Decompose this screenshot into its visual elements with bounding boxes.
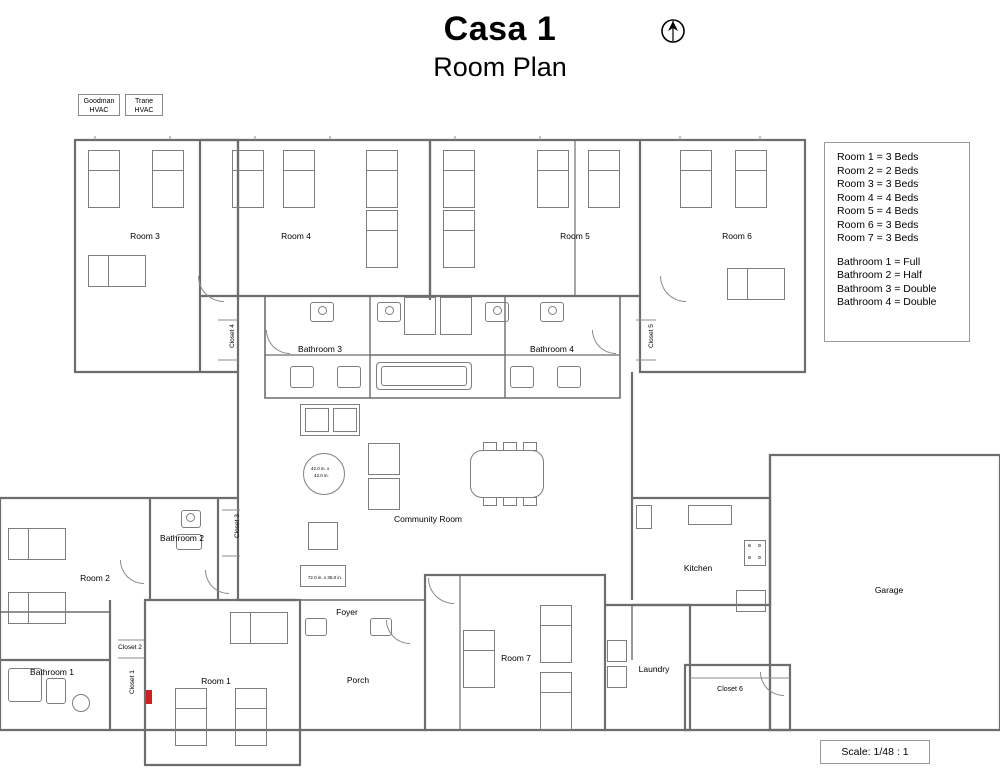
legend-panel: [824, 142, 970, 342]
room-label-closet-1: Closet 1: [129, 670, 136, 694]
table-top-icon: [333, 408, 357, 432]
room-label-closet-6: Closet 6: [717, 686, 743, 693]
bed-icon: [366, 210, 398, 268]
bed-icon: [680, 150, 712, 208]
room-label-community-room: Community Room: [393, 514, 463, 524]
door-icon: [760, 672, 784, 696]
legend-room-5: Room 5 = 4 Beds: [837, 205, 919, 217]
room-label-kitchen: Kitchen: [683, 563, 713, 573]
door-icon: [198, 276, 224, 302]
page-subtitle: Room Plan: [433, 52, 567, 82]
room-label-closet-2: Closet 2: [118, 644, 142, 651]
legend-bathroom-4: Bathroom 4 = Double: [837, 296, 937, 308]
chair-icon: [503, 442, 517, 451]
bed-icon: [8, 528, 66, 560]
room-label-room-2: Room 2: [80, 573, 110, 583]
shower-icon: [404, 297, 436, 335]
bed-icon: [152, 150, 184, 208]
hvac-goodman-brand: Goodman: [83, 98, 115, 105]
legend-spacer: [837, 246, 969, 256]
hvac-goodman-tag: [78, 94, 120, 116]
legend-bathroom-3: Bathroom 3 = Double: [837, 282, 937, 295]
legend-bathroom-2: Bathroom 2 = Half: [837, 269, 922, 281]
room-label-room-6: Room 6: [722, 231, 752, 241]
bed-icon: [175, 688, 207, 746]
water-heater-icon: [146, 690, 152, 704]
burner-icon: [758, 544, 761, 547]
room-label-room-1: Room 1: [201, 676, 231, 686]
bed-icon: [443, 210, 475, 268]
room-label-room-7: Room 7: [501, 653, 531, 663]
toilet-icon: [337, 366, 361, 388]
burner-icon: [748, 556, 751, 559]
sink-basin-icon: [493, 306, 502, 315]
room-label-bathroom-3: Bathroom 3: [298, 344, 342, 354]
scale-box: [820, 740, 930, 764]
legend-room-6: Room 6 = 3 Beds: [837, 218, 919, 231]
legend-room-7: Room 7 = 3 Beds: [837, 232, 919, 244]
legend-room-4: Room 4 = 4 Beds: [837, 191, 919, 204]
hvac-trane-brand: Trane: [134, 98, 154, 105]
bed-icon: [88, 255, 146, 287]
bed-icon: [537, 150, 569, 208]
counter-icon: [736, 590, 766, 612]
toilet-icon: [72, 694, 90, 712]
bed-icon: [588, 150, 620, 208]
furniture-dim-label: 42.0 in. x: [311, 466, 330, 471]
sink-icon: [46, 678, 66, 704]
door-icon: [205, 570, 229, 594]
room-label-garage: Garage: [874, 585, 904, 595]
door-icon: [428, 578, 454, 604]
hvac-trane-tag: [125, 94, 163, 116]
bed-icon: [727, 268, 785, 300]
door-icon: [592, 330, 616, 354]
shower-icon: [440, 297, 472, 335]
room-label-bathroom-1: Bathroom 1: [30, 667, 74, 677]
bed-icon: [235, 688, 267, 746]
door-icon: [660, 276, 686, 302]
sink-basin-icon: [385, 306, 394, 315]
toilet-icon: [290, 366, 314, 388]
legend-room-2: Room 2 = 2 Beds: [837, 164, 919, 177]
legend-room-3: Room 3 = 3 Beds: [837, 178, 919, 190]
bed-icon: [8, 592, 66, 624]
furniture-dim-label: 42.0 in.: [314, 473, 329, 478]
door-icon: [386, 620, 410, 644]
room-label-room-5: Room 5: [560, 231, 590, 241]
room-label-foyer: Foyer: [336, 607, 358, 617]
burner-icon: [748, 544, 751, 547]
bed-icon: [540, 605, 572, 663]
bed-icon: [735, 150, 767, 208]
sink-basin-icon: [548, 306, 557, 315]
door-icon: [266, 330, 290, 354]
toilet-icon: [510, 366, 534, 388]
legend-bathroom-1: Bathroom 1 = Full: [837, 255, 921, 268]
page-title: Casa 1: [443, 10, 557, 48]
room-label-room-3: Room 3: [130, 231, 160, 241]
dining-table-icon: [470, 450, 544, 498]
hvac-trane-type: HVAC: [134, 107, 154, 114]
bed-icon: [230, 612, 288, 644]
room-label-closet-3: Closet 3: [234, 514, 241, 538]
room-label-room-4: Room 4: [281, 231, 311, 241]
legend-room-1: Room 1 = 3 Beds: [837, 151, 919, 163]
room-label-porch: Porch: [346, 675, 370, 685]
washer-icon: [607, 640, 627, 662]
room-label-bathroom-4: Bathroom 4: [530, 344, 574, 354]
chair-icon: [503, 497, 517, 506]
armchair-icon: [305, 618, 327, 636]
bed-icon: [443, 150, 475, 208]
room-label-bathroom-2: Bathroom 2: [160, 533, 204, 543]
square-table-icon: [368, 443, 400, 475]
scale-label: Scale: 1/48 : 1: [841, 746, 909, 758]
toilet-bowl-icon: [186, 513, 195, 522]
bed-icon: [232, 150, 264, 208]
chair-icon: [523, 442, 537, 451]
sink-icon: [688, 505, 732, 525]
furniture-dim-label: 72.0 in. x 36.0 in.: [307, 575, 343, 580]
side-table-icon: [308, 522, 338, 550]
north-arrow-icon: [660, 18, 686, 44]
chair-icon: [523, 497, 537, 506]
bed-icon: [88, 150, 120, 208]
sink-basin-icon: [318, 306, 327, 315]
bed-icon: [283, 150, 315, 208]
bed-icon: [366, 150, 398, 208]
toilet-icon: [557, 366, 581, 388]
room-label-laundry: Laundry: [638, 664, 670, 674]
chair-icon: [483, 497, 497, 506]
refrigerator-icon: [636, 505, 652, 529]
bed-icon: [463, 630, 495, 688]
room-label-closet-5: Closet 5: [648, 324, 655, 348]
bathtub-inner-icon: [381, 366, 467, 386]
square-table-icon: [368, 478, 400, 510]
table-top-icon: [305, 408, 329, 432]
bed-icon: [540, 672, 572, 730]
dryer-icon: [607, 666, 627, 688]
door-icon: [120, 560, 144, 584]
burner-icon: [758, 556, 761, 559]
chair-icon: [483, 442, 497, 451]
hvac-goodman-type: HVAC: [89, 107, 109, 114]
room-label-closet-4: Closet 4: [229, 324, 236, 348]
